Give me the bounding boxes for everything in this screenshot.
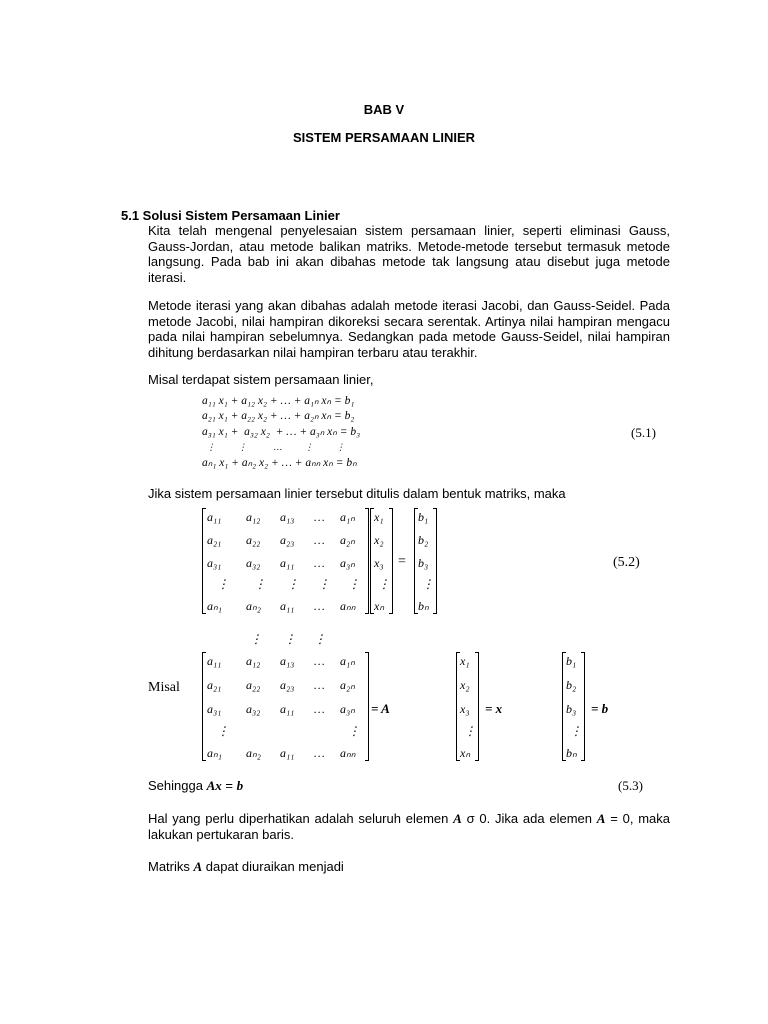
equation-number-5-1: (5.1) xyxy=(631,425,656,440)
matrix-cell: a₂₁ xyxy=(207,533,222,547)
vector-cell: b₁ xyxy=(418,510,429,524)
equation-number-5-2: (5.2) xyxy=(613,555,640,570)
matrix-a-left-bracket xyxy=(202,652,206,761)
equation-line: aₙ₁ x₁ + aₙ₂ x₂ + … + aₙₙ xₙ = bₙ xyxy=(202,456,357,469)
sehingga-line: Sehingga Ax = b xyxy=(148,778,244,793)
vector-cell: b₃ xyxy=(418,556,429,570)
vector-cell: ⋮ xyxy=(570,724,582,738)
matrix-cell: aₙ₂ xyxy=(246,599,261,613)
matrix-cell: aₙ₂ xyxy=(246,746,261,760)
matriks-prefix: Matriks xyxy=(148,859,194,874)
paragraph-4: Jika sistem persamaan linier tersebut ditulis dalam bentuk matriks, maka xyxy=(148,486,566,501)
matrix-cell: ⋮ xyxy=(287,577,299,591)
hal-text-2: σ 0. Jika ada elemen xyxy=(461,811,597,826)
paragraph-6 xyxy=(148,859,344,875)
vector-cell: ⋮ xyxy=(464,724,476,738)
matrix-cell: … xyxy=(314,678,325,692)
matrix-cell: … xyxy=(314,510,325,524)
matrix-cell: ⋮ xyxy=(217,724,229,738)
vector-cell: xₙ xyxy=(460,746,471,760)
matrix-cell: a₂ₙ xyxy=(340,533,355,547)
vector-cell: b₂ xyxy=(418,533,429,547)
matrix-cell: a₁₂ xyxy=(246,510,261,524)
matrix-cell: a₁₂ xyxy=(246,654,261,668)
sehingga-ax: Ax xyxy=(206,778,222,793)
matrix-cell: a₁₁ xyxy=(280,599,295,613)
vector-b-right-bracket xyxy=(581,652,585,761)
extra-dots: ⋮ xyxy=(284,632,296,646)
vector-cell: x₁ xyxy=(460,654,470,668)
matrix-cell: a₁ₙ xyxy=(340,510,355,524)
matrix-cell: a₃₁ xyxy=(207,556,222,570)
equals-a-label: = A xyxy=(371,701,390,716)
chapter-title: BAB V xyxy=(363,102,405,117)
vector-x-right-bracket xyxy=(475,652,479,761)
vector-cell: ⋮ xyxy=(422,577,434,591)
vector-cell: x₃ xyxy=(460,702,470,716)
extra-dots: ⋮ xyxy=(314,632,326,646)
vector-cell: b₁ xyxy=(566,654,577,668)
vector-cell: ⋮ xyxy=(378,577,390,591)
matrix-cell: a₂₃ xyxy=(280,678,295,692)
equation-line: a₂₁ x₁ + a₂₂ x₂ + … + a₂ₙ xₙ = b₂ xyxy=(202,410,355,423)
matrix-cell: a₃₁ xyxy=(207,702,222,716)
extra-dots: ⋮ xyxy=(250,632,262,646)
paragraph-1: Kita telah mengenal penyelesaian sistem persamaan linier, seperti eliminasi Gauss, Gauss-Jordan, atau metode balikan matriks. Metode-metode tersebut termasuk metode langsung. Pada bab ini akan dibahas metode tak langsung atau disebut juga metode iterasi. xyxy=(148,223,670,285)
chapter-subtitle: SISTEM PERSAMAAN LINIER xyxy=(292,130,475,145)
hal-a: A xyxy=(453,811,462,826)
matrix-cell: aₙₙ xyxy=(340,599,356,613)
matrix-cell: … xyxy=(314,556,325,570)
sehingga-b: b xyxy=(236,778,244,793)
vector-cell: x₂ xyxy=(460,678,470,692)
matrix-cell: a₂₂ xyxy=(246,533,261,547)
matrix-cell: a₃₂ xyxy=(246,702,261,716)
matrix-cell: … xyxy=(314,533,325,547)
paragraph-5 xyxy=(148,811,670,842)
hal-text-3: = 0, maka lakukan pertukaran baris. xyxy=(148,811,670,842)
matrix-cell: aₙ₁ xyxy=(207,746,222,760)
matrix-cell: ⋮ xyxy=(348,724,360,738)
equation-line: a₃₁ x₁ + a₃₂ x₂ + … + a₃ₙ xₙ = b₃ xyxy=(202,425,361,438)
hal-text-1: Hal yang perlu diperhatikan adalah seluruh elemen xyxy=(148,811,454,826)
matrix-a-right-bracket xyxy=(365,652,369,761)
equals-sign: = xyxy=(398,554,406,569)
matrix-cell: … xyxy=(314,654,325,668)
matrix-cell: ⋮ xyxy=(348,577,360,591)
paragraph-2: Metode iterasi yang akan dibahas adalah metode iterasi Jacobi, dan Gauss-Seidel. Pada metode Jacobi, nilai hampiran dikoreksi secara serentak. Artinya nilai hampiran mengacu pada nilai hampiran sebelumnya. Sedangkan pada metode Gauss-Seidel, nilai hampiran dihitung berdasarkan nilai hampiran terbaru atau terakhir. xyxy=(148,298,670,360)
matrix-cell: a₁₃ xyxy=(280,654,295,668)
vector-cell: x₂ xyxy=(374,533,384,547)
matrix-cell: … xyxy=(314,746,325,760)
matrix-cell: … xyxy=(314,702,325,716)
equals-x-label: = x xyxy=(485,701,503,716)
equation-number-5-3: (5.3) xyxy=(618,778,643,793)
matrix-cell: a₁₃ xyxy=(280,510,295,524)
vector-cell: bₙ xyxy=(566,746,577,760)
matrix-cell: a₁ₙ xyxy=(340,654,355,668)
matrix-cell: … xyxy=(314,599,325,613)
vector-cell: x₃ xyxy=(374,556,384,570)
matrix-cell: aₙₙ xyxy=(340,746,356,760)
equation-line: a₁₁ x₁ + a₁₂ x₂ + … + a₁ₙ xₙ = b₁ xyxy=(202,395,355,407)
matrix-cell: a₁₁ xyxy=(207,654,222,668)
vector-cell: xₙ xyxy=(374,599,385,613)
vector-cell: x₁ xyxy=(374,510,384,524)
matriks-a: A xyxy=(193,859,203,874)
equation-line: ⋮ ⋮ … ⋮ ⋮ xyxy=(202,442,346,453)
matrix-cell: a₂₁ xyxy=(207,678,222,692)
matrix-cell: a₁₁ xyxy=(280,746,295,760)
matrix-cell: ⋮ xyxy=(217,577,229,591)
matrix-cell: a₂₂ xyxy=(246,678,261,692)
sehingga-prefix: Sehingga xyxy=(148,778,207,793)
misal-label: Misal xyxy=(148,680,180,695)
vector-cell: bₙ xyxy=(418,599,429,613)
matrix-cell: a₃ₙ xyxy=(340,702,355,716)
matrix-cell: a₂₃ xyxy=(280,533,295,547)
matrix-cell: a₁₁ xyxy=(280,556,295,570)
paragraph-3: Misal terdapat sistem persamaan linier, xyxy=(148,372,374,387)
equals-b-label: = b xyxy=(591,701,609,716)
section-title: 5.1 Solusi Sistem Persamaan Linier xyxy=(121,208,340,223)
matrix-cell: ⋮ xyxy=(318,577,330,591)
matrix-cell: a₃₂ xyxy=(246,556,261,570)
matrix-cell: a₁₁ xyxy=(280,702,295,716)
hal-a2: A xyxy=(596,811,606,826)
matrix-cell: ⋮ xyxy=(254,577,266,591)
matrix-cell: aₙ₁ xyxy=(207,599,222,613)
matrix-cell: a₂ₙ xyxy=(340,678,355,692)
vector-cell: b₃ xyxy=(566,702,577,716)
matrix-cell: a₁₁ xyxy=(207,510,222,524)
matriks-suffix: dapat diuraikan menjadi xyxy=(202,859,344,874)
matrix-cell: a₃ₙ xyxy=(340,556,355,570)
vector-cell: b₂ xyxy=(566,678,577,692)
